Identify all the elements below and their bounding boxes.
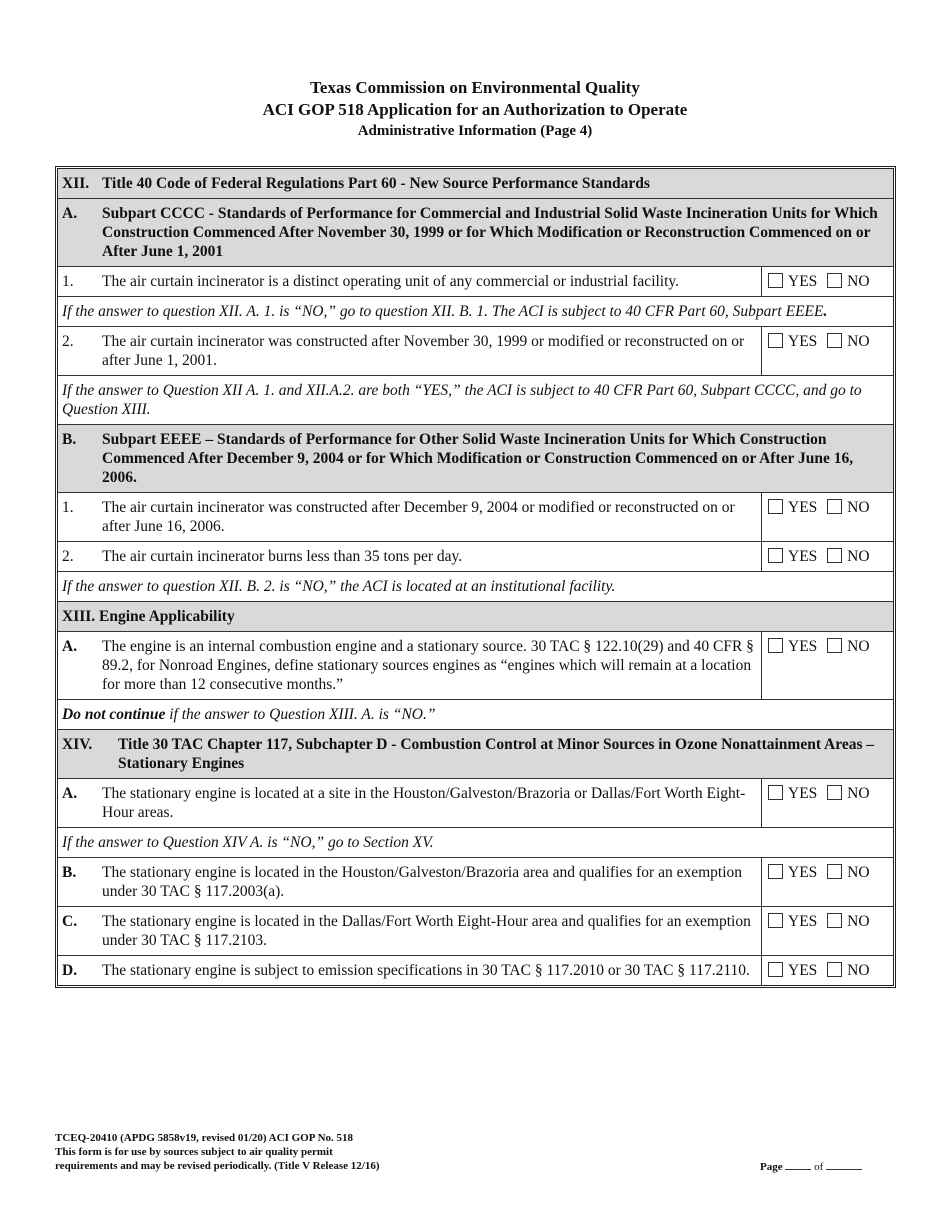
note-text: If the answer to question XII. B. 2. is “NO,” the ACI is located at an institutional facility. [62, 578, 616, 595]
section-xii-header [58, 169, 893, 199]
question-text: The air curtain incinerator burns less than 35 tons per day. [102, 548, 463, 565]
question-number: 2. [62, 548, 74, 565]
question-text: The stationary engine is located in the Houston/Galveston/Brazoria area and qualifies for an exemption under 30 TAC § 117.2003(a). [102, 864, 743, 900]
answer-cell [761, 907, 893, 955]
section-xiii-header [58, 602, 893, 632]
answer-cell [761, 632, 893, 699]
instruction-note [58, 297, 893, 327]
section-title: XIII. Engine Applicability [62, 608, 235, 625]
question-text: The stationary engine is located in the Dallas/Fort Worth Eight-Hour area and qualifies for an exemption under 30 TAC § 117.2103. [102, 913, 751, 949]
answer-cell [761, 956, 893, 985]
no-label: NO [847, 785, 870, 802]
note-text: If the answer to Question XII A. 1. and XII.A.2. are both “YES,” the ACI is subject to 40 CFR Part 60, Subpart CCCC, and go to Question XIII. [62, 382, 862, 418]
answer-cell [761, 858, 893, 906]
yes-checkbox[interactable] [768, 638, 783, 653]
answer-cell [761, 779, 893, 827]
subsection-label: A. [62, 205, 78, 222]
question-xiv-b [58, 858, 893, 907]
yes-label: YES [788, 962, 818, 979]
yes-label: YES [788, 273, 818, 290]
section-xiv-header [58, 730, 893, 779]
subsection-label: B. [62, 431, 77, 448]
subsection-title: Subpart CCCC - Standards of Performance for Commercial and Industrial Solid Waste Incineration Units for Which Construction Commenced After November 30, 1999 or for Which Modification or Reconstruction Commenced on or After June 1, 2001 [102, 205, 878, 260]
no-checkbox[interactable] [827, 548, 842, 563]
question-number: 1. [62, 273, 74, 290]
question-text: The air curtain incinerator was constructed after November 30, 1999 or modified or reconstructed on or after June 1, 2001. [102, 333, 745, 369]
page-number-field [760, 1159, 862, 1173]
instruction-note [58, 700, 893, 730]
note-text: If the answer to Question XIV A. is “NO,” go to Section XV. [62, 834, 434, 851]
section-label: XIV. [62, 736, 93, 753]
yes-label: YES [788, 864, 818, 881]
no-label: NO [847, 499, 870, 516]
yes-checkbox[interactable] [768, 548, 783, 563]
question-number: C. [62, 913, 78, 930]
form-table [55, 166, 896, 988]
footer-line: This form is for use by sources subject to air quality permit [55, 1146, 333, 1158]
page-label: Page [760, 1161, 783, 1173]
question-text: The stationary engine is subject to emission specifications in 30 TAC § 117.2010 or 30 TAC § 117.2110. [102, 962, 750, 979]
answer-cell [761, 493, 893, 541]
yes-checkbox[interactable] [768, 499, 783, 514]
agency-title: Texas Commission on Environmental Quality [310, 78, 640, 97]
question-number: D. [62, 962, 78, 979]
instruction-note [58, 572, 893, 602]
yes-checkbox[interactable] [768, 913, 783, 928]
no-checkbox[interactable] [827, 785, 842, 800]
no-label: NO [847, 962, 870, 979]
question-xii-a-2 [58, 327, 893, 376]
question-xiii-a [58, 632, 893, 700]
yes-checkbox[interactable] [768, 785, 783, 800]
no-label: NO [847, 638, 870, 655]
form-title: ACI GOP 518 Application for an Authorization to Operate [262, 100, 688, 119]
yes-label: YES [788, 785, 818, 802]
no-checkbox[interactable] [827, 273, 842, 288]
section-label: XII. [62, 175, 90, 192]
section-title: Title 30 TAC Chapter 117, Subchapter D - Combustion Control at Minor Sources in Ozone Nonattainment Areas – Stationary Engines [118, 736, 875, 772]
no-label: NO [847, 864, 870, 881]
question-xiv-a [58, 779, 893, 828]
yes-label: YES [788, 499, 818, 516]
question-text: The air curtain incinerator was constructed after December 9, 2004 or modified or reconstructed on or after June 16, 2006. [102, 499, 735, 535]
yes-checkbox[interactable] [768, 333, 783, 348]
question-number: 1. [62, 499, 74, 516]
document-header [0, 77, 950, 141]
yes-label: YES [788, 548, 818, 565]
note-end: . [823, 303, 828, 320]
no-label: NO [847, 333, 870, 350]
yes-label: YES [788, 638, 818, 655]
no-label: NO [847, 273, 870, 290]
answer-cell [761, 327, 893, 375]
page-number-blank[interactable] [785, 1159, 811, 1170]
question-xii-a-1 [58, 267, 893, 297]
question-xii-b-2 [58, 542, 893, 572]
footer-line: requirements and may be revised periodically. (Title V Release 12/16) [55, 1160, 380, 1172]
yes-checkbox[interactable] [768, 962, 783, 977]
no-label: NO [847, 913, 870, 930]
no-label: NO [847, 548, 870, 565]
no-checkbox[interactable] [827, 962, 842, 977]
subsection-title: Subpart EEEE – Standards of Performance for Other Solid Waste Incineration Units for Which Construction Commenced After December 9, 2004 or for Which Modification or Construction Commenced on or After June 16, 2006. [102, 431, 854, 486]
note-text: If the answer to question XII. A. 1. is “NO,” go to question XII. B. 1. The ACI is subject to 40 CFR Part 60, Subpart EEEE [62, 303, 824, 320]
no-checkbox[interactable] [827, 638, 842, 653]
yes-label: YES [788, 913, 818, 930]
instruction-note [58, 828, 893, 858]
question-text: The air curtain incinerator is a distinct operating unit of any commercial or industrial facility. [102, 273, 680, 290]
question-xiv-d [58, 956, 893, 985]
section-title: Title 40 Code of Federal Regulations Part 60 - New Source Performance Standards [102, 175, 650, 192]
form-footer [55, 1131, 379, 1173]
question-number: B. [62, 864, 77, 881]
answer-cell [761, 542, 893, 571]
question-number: 2. [62, 333, 74, 350]
question-number: A. [62, 785, 78, 802]
note-text: if the answer to Question XIII. A. is “NO.” [165, 706, 436, 723]
question-text: The stationary engine is located at a site in the Houston/Galveston/Brazoria or Dallas/Fort Worth Eight-Hour areas. [102, 785, 746, 821]
no-checkbox[interactable] [827, 913, 842, 928]
question-xii-b-1 [58, 493, 893, 542]
no-checkbox[interactable] [827, 333, 842, 348]
of-label: of [814, 1161, 824, 1173]
page-total-blank[interactable] [826, 1159, 862, 1170]
subsection-xii-b-header [58, 425, 893, 493]
yes-label: YES [788, 333, 818, 350]
no-checkbox[interactable] [827, 864, 842, 879]
question-text: The engine is an internal combustion engine and a stationary source. 30 TAC § 122.10(29) and 40 CFR § 89.2, for Nonroad Engines, define stationary sources engines as “engines which will remain at a location for more than 12 consecutive months.” [102, 638, 754, 693]
footer-line: TCEQ-20410 (APDG 5858v19, revised 01/20) ACI GOP No. 518 [55, 1132, 354, 1144]
question-number: A. [62, 638, 78, 655]
instruction-note [58, 376, 893, 425]
page-subtitle: Administrative Information (Page 4) [357, 123, 593, 139]
subsection-xii-a-header [58, 199, 893, 267]
yes-checkbox[interactable] [768, 864, 783, 879]
question-xiv-c [58, 907, 893, 956]
answer-cell [761, 267, 893, 296]
no-checkbox[interactable] [827, 499, 842, 514]
note-bold: Do not continue [62, 706, 166, 723]
yes-checkbox[interactable] [768, 273, 783, 288]
